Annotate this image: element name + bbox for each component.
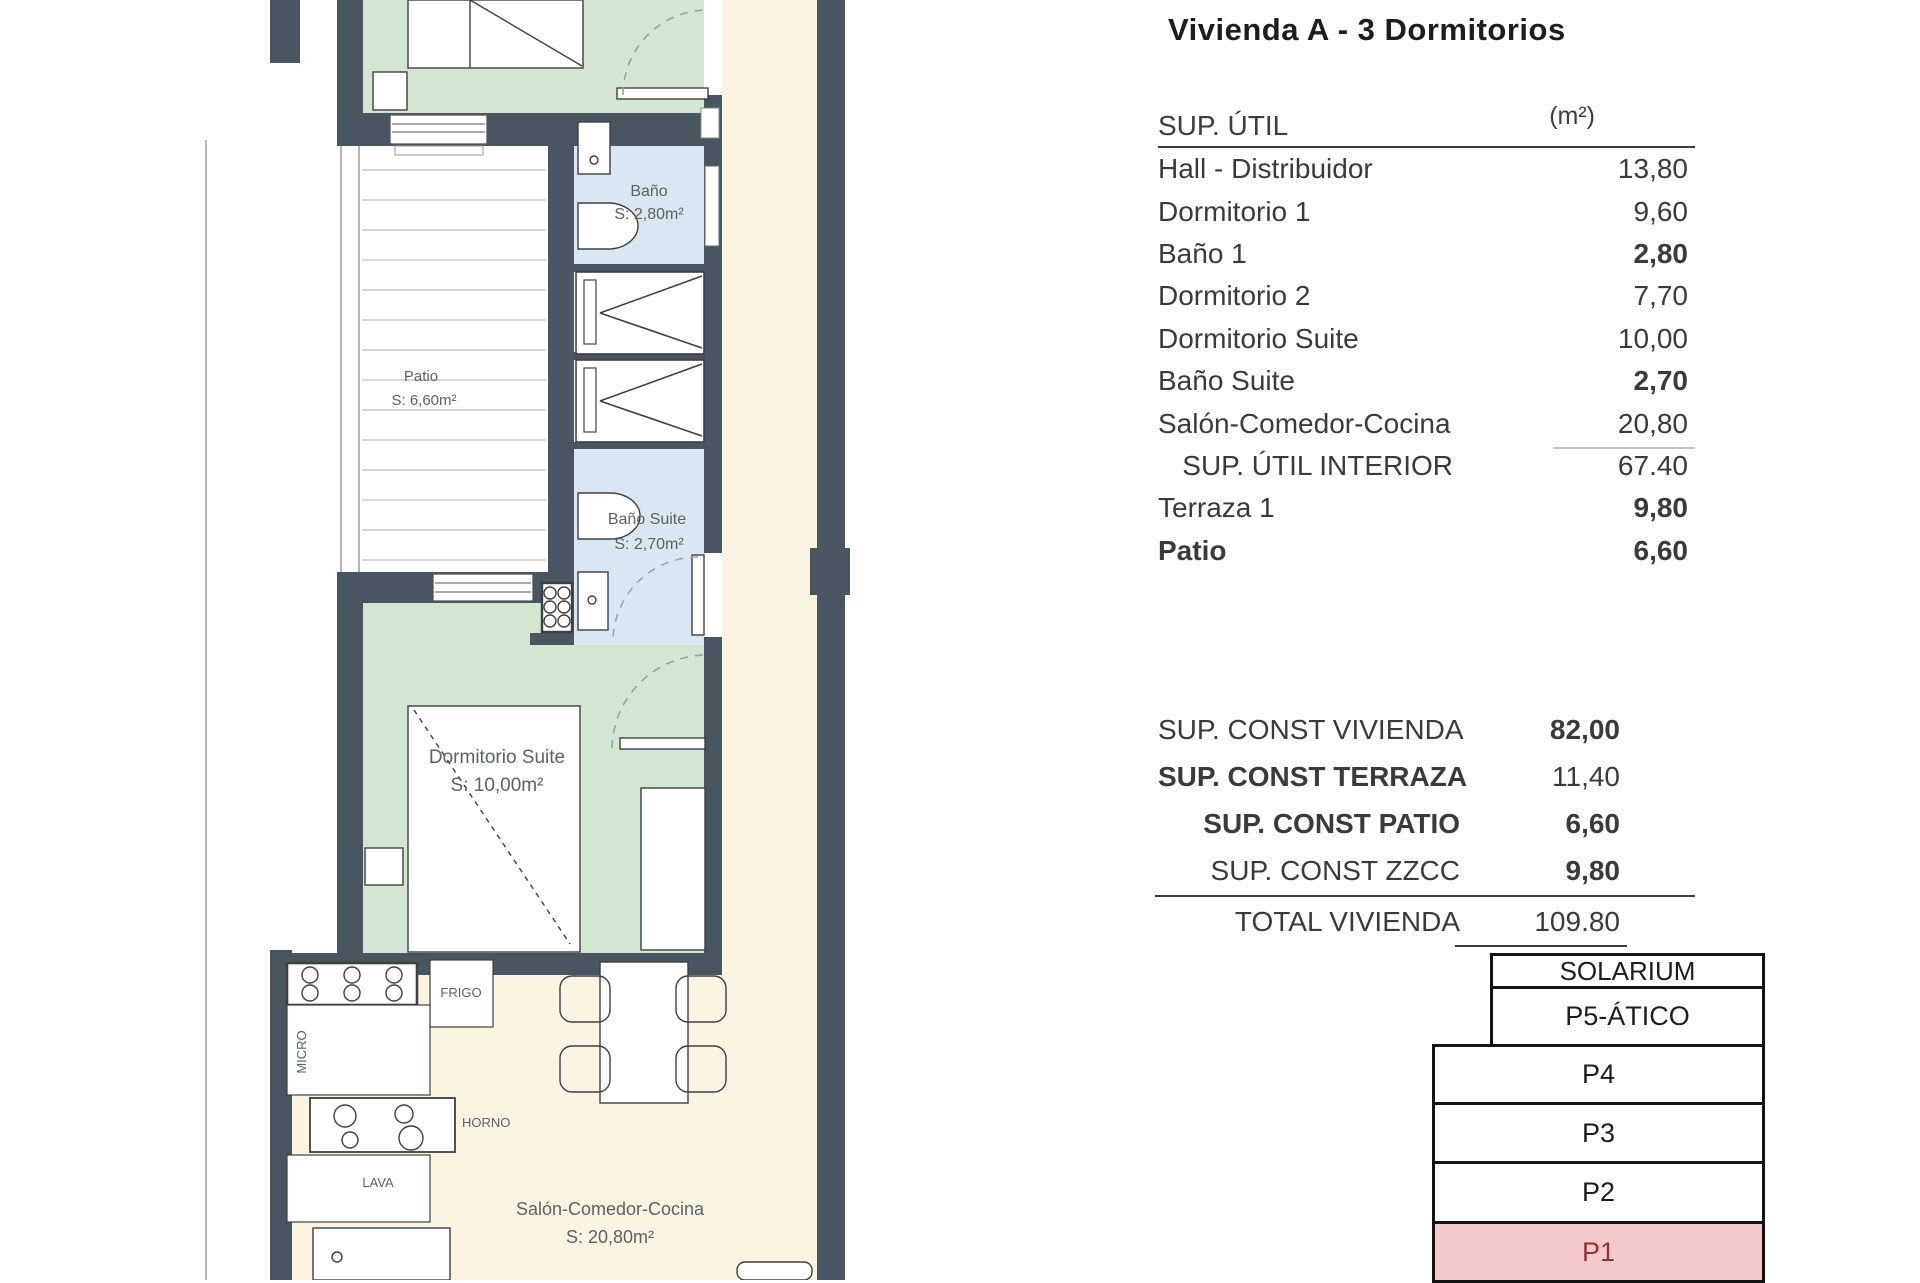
wall-sep-3 — [574, 442, 704, 449]
table-row: Salón-Comedor-Cocina 20,80 — [1158, 407, 1688, 439]
micro-label: MICRO — [294, 1030, 309, 1074]
horno-label: HORNO — [462, 1115, 511, 1130]
floor-level-p2: P2 — [1432, 1161, 1765, 1224]
bed1 — [408, 0, 583, 68]
table-row: Dormitorio 1 9,60 — [1158, 195, 1688, 227]
suite-label: Dormitorio Suite — [428, 747, 566, 768]
wall-right-upper — [704, 95, 722, 553]
bedroom1-door-leaf — [617, 88, 708, 99]
page-title: Vivienda A - 3 Dormitorios — [1168, 12, 1566, 47]
table-row-subtotal: SUP. ÚTIL INTERIOR 67.40 — [1182, 449, 1688, 481]
total-underline — [1455, 945, 1627, 947]
table-row: Baño Suite 2,70 — [1158, 365, 1688, 397]
washbasin-bano — [578, 122, 610, 174]
table-row: Patio 6,60 — [1158, 534, 1688, 566]
subtotal-divider — [1553, 447, 1695, 449]
hob-six — [287, 963, 417, 1005]
table-row: SUP. CONST PATIO 6,60 — [1203, 807, 1620, 839]
banosuite-door-leaf — [692, 555, 704, 635]
table-row: Baño 1 2,80 — [1158, 237, 1688, 269]
bedroom1-window-sill — [395, 146, 483, 155]
floor-plan — [0, 0, 960, 1280]
wall-boundary-notch — [810, 548, 850, 595]
table-row: Hall - Distribuidor 13,80 — [1158, 153, 1688, 185]
table-row: SUP. CONST VIVIENDA 82,00 — [1158, 713, 1620, 745]
lava-label: LAVA — [362, 1175, 394, 1190]
wall-right-lower — [704, 637, 722, 963]
table-row: Dormitorio 2 7,70 — [1158, 280, 1688, 312]
wall-boundary — [817, 0, 845, 1280]
table-row: Terraza 1 9,80 — [1158, 492, 1688, 524]
nightstand1 — [373, 72, 407, 110]
suite-door-leaf — [620, 738, 705, 749]
floor-level-p1-highlighted: P1 — [1432, 1221, 1765, 1283]
wall-topleft-block — [270, 0, 300, 63]
table-header — [1158, 102, 1695, 148]
table-row: Dormitorio Suite 10,00 — [1158, 322, 1688, 354]
wall-left-mid — [337, 577, 363, 955]
hob-four — [310, 1098, 455, 1152]
floor-level-solarium: SOLARIUM — [1490, 953, 1765, 989]
wall-sep-1 — [574, 264, 704, 272]
wall-banosuite-south — [530, 633, 574, 645]
threshold-notch — [701, 108, 719, 138]
banosuite-label: Baño Suite — [607, 511, 687, 528]
water-heater — [542, 583, 572, 632]
salon-label: Salón-Comedor-Cocina — [515, 1199, 705, 1219]
wall-mid-column — [548, 113, 574, 645]
suite-area: S: 10,00m² — [450, 775, 544, 796]
total-divider — [1155, 895, 1695, 897]
banosuite-area: S: 2,70m² — [614, 536, 684, 553]
dining-table — [600, 962, 688, 1103]
lava-box — [287, 1155, 430, 1222]
patio-label: Patio — [403, 368, 439, 385]
table-row: SUP. CONST ZZCC 9,80 — [1210, 854, 1620, 886]
bedroom1-window — [390, 115, 487, 144]
floor-level-p4: P4 — [1432, 1044, 1765, 1105]
patio — [340, 146, 548, 572]
table-header-unit: (m²) — [1549, 102, 1595, 130]
bench-bottom — [737, 1262, 812, 1280]
table-row: SUP. CONST TERRAZA 11,40 — [1158, 760, 1620, 792]
const-table — [1158, 706, 1620, 894]
floor-level-p5: P5-ÁTICO — [1490, 986, 1765, 1047]
patio-area: S: 6,60m² — [391, 392, 457, 409]
bano-label: Baño — [630, 183, 668, 200]
table-header-label: SUP. ÚTIL — [1158, 110, 1289, 141]
nightstand-suite — [365, 848, 403, 885]
floor-level-p3: P3 — [1432, 1102, 1765, 1164]
washbasin-banosuite — [578, 572, 608, 630]
patio-window — [433, 574, 533, 601]
area-table — [1158, 148, 1695, 572]
closet-suite — [641, 788, 705, 950]
salon-area: S: 20,80m² — [565, 1227, 655, 1247]
frigo-label: FRIGO — [440, 985, 482, 1000]
total-row: TOTAL VIVIENDA 109.80 — [1234, 906, 1620, 937]
bano-wall-slot — [705, 166, 719, 246]
bano-area: S: 2,80m² — [614, 206, 684, 223]
